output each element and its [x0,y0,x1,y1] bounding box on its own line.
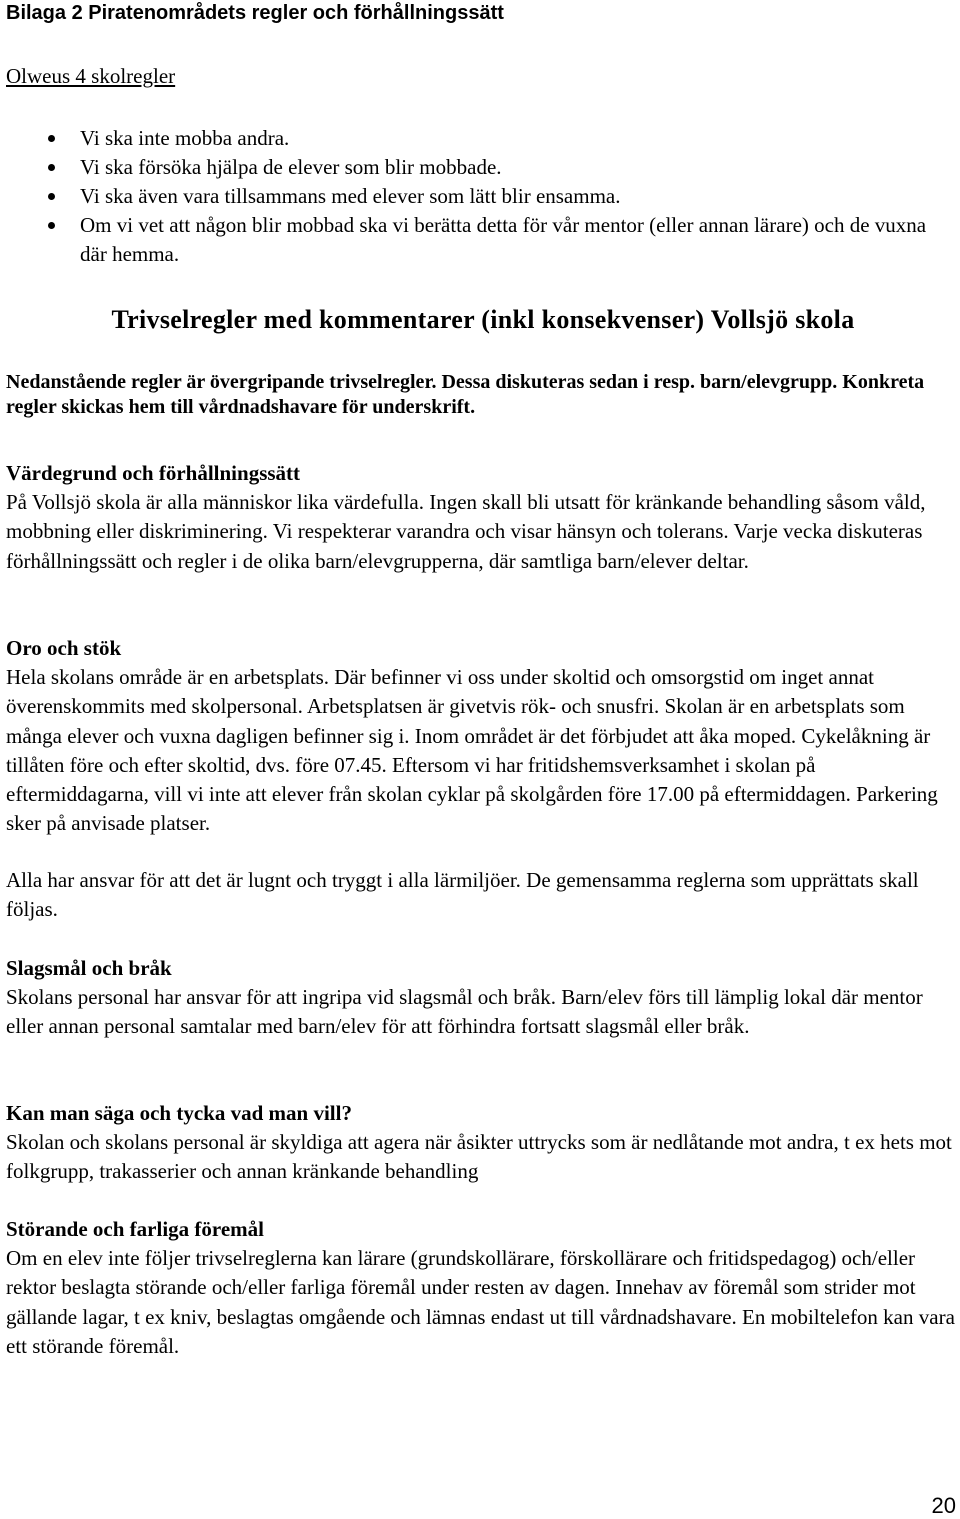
section-heading: Kan man säga och tycka vad man vill? [6,1101,352,1125]
section-heading: Slagsmål och bråk [6,956,172,980]
list-item-text: Vi ska inte mobba andra. [80,126,290,150]
list-item [0,211,960,269]
list-item [0,182,960,211]
list-item [0,153,960,182]
bullet-icon [48,135,55,142]
section-text: Alla har ansvar för att det är lugnt och tryggt i alla lärmiljöer. De gemensamma reglerna som upprättats skall följas. [6,868,919,922]
page-title: Bilaga 2 Piratenområdets regler och förhållningssätt [6,2,504,24]
bullet-icon [48,193,55,200]
section-storande-foremal [6,1215,956,1361]
olweus-heading: Olweus 4 skolregler [6,64,176,88]
section-ansvar [6,866,956,925]
section-heading: Störande och farliga föremål [6,1217,264,1241]
section-oro-och-stok [6,634,956,839]
list-item-text: Vi ska försöka hjälpa de elever som blir mobbade. [80,155,502,179]
section-heading: Oro och stök [6,636,122,660]
section-saga-och-tycka [6,1099,956,1187]
olweus-rules-list [0,124,960,269]
section-heading: Värdegrund och förhållningssätt [6,461,301,485]
section-text: Skolans personal har ansvar för att ingripa vid slagsmål och bråk. Barn/elev förs till lämplig lokal där mentor eller annan personal samtalar med barn/elev för att förhindra fortsatt slagsmål eller bråk. [6,985,923,1039]
bullet-icon [48,164,55,171]
bullet-icon [48,222,55,229]
section-text: Hela skolans område är en arbetsplats. Där befinner vi oss under skoltid och omsorgstid om inget annat överenskommits med skolpersonal. Arbetsplatsen är givetvis rök- och snusfri. Skolan är en arbetsplats som många elever och vuxna dagligen befinner sig i. Inom området är det förbjudet att åka moped. Cykelåkning är tillåten före och efter skoltid, dvs. före 07.45. Eftersom vi har fritidshemsverksamhet i skolan på eftermiddagarna, vill vi inte att elever från skolan cyklar på skolgården före 17.00 på eftermiddagen. Parkering sker på anvisade platser. [6,665,938,836]
section-slagsmal [6,954,956,1042]
section-text: Om en elev inte följer trivselreglerna kan lärare (grundskollärare, förskollärare och fritidspedagog) och/eller rektor beslagta störande och/eller farliga föremål under resten av dagen. Innehav av föremål som strider mot gällande lagar, t ex kniv, beslagtas omgående och lämnas endast ut till vårdnadshavare. En mobiltelefon kan vara ett störande föremål. [6,1246,955,1358]
main-heading: Trivselregler med kommentarer (inkl konsekvenser) Vollsjö skola [111,305,855,334]
list-item-text: Vi ska även vara tillsammans med elever som lätt blir ensamma. [80,184,621,208]
section-text: På Vollsjö skola är alla människor lika värdefulla. Ingen skall bli utsatt för kränkande behandling såsom våld, mobbning eller diskriminering. Vi respekterar varandra och visar hänsyn och tolerans. Varje vecka diskuteras förhållningssätt och regler i de olika barn/elevgrupperna, där samtliga barn/elever deltar. [6,490,926,573]
section-vardegrund [6,459,956,576]
page-number: 20 [931,1493,956,1518]
intro-paragraph: Nedanstående regler är övergripande trivselregler. Dessa diskuteras sedan i resp. barn/elevgrupp. Konkreta regler skickas hem till vårdnadshavare för underskrift. [6,371,925,418]
section-text: Skolan och skolans personal är skyldiga att agera när åsikter uttrycks som är nedlåtande mot andra, t ex hets mot folkgrupp, trakasserier och annan kränkande behandling [6,1130,952,1184]
list-item-text: Om vi vet att någon blir mobbad ska vi berätta detta för vår mentor (eller annan lärare) och de vuxna där hemma. [80,213,927,266]
list-item [0,124,960,153]
